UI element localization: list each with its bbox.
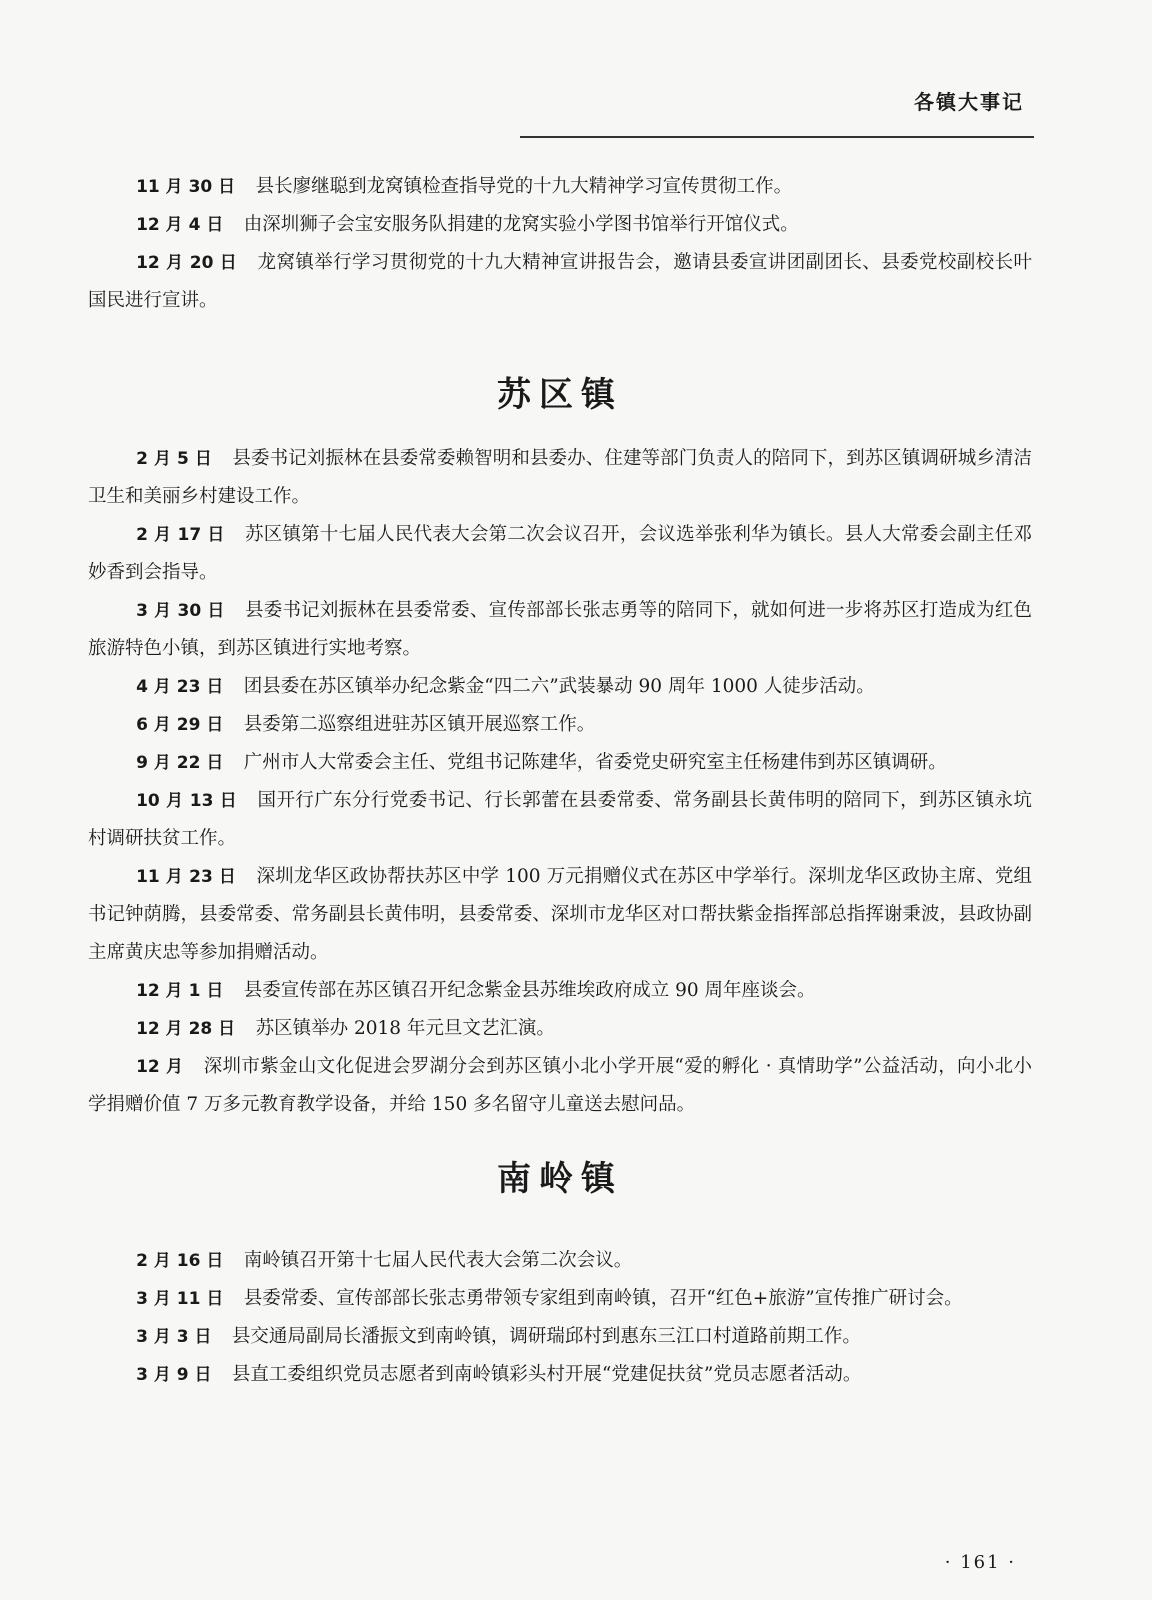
section-title-nanling: 南岭镇 xyxy=(497,1159,623,1199)
entry-date: 3 月 3 日 xyxy=(136,1327,212,1347)
entry xyxy=(88,744,1032,782)
entry-text: 团县委在苏区镇举办纪念紫金“四二六”武装暴动 90 周年 1000 人徒步活动。 xyxy=(243,676,875,697)
entry-date: 4 月 23 日 xyxy=(136,677,224,697)
entry xyxy=(88,1048,1032,1124)
section-spacer xyxy=(88,1224,1032,1242)
entry-date: 11 月 23 日 xyxy=(136,867,237,887)
entry xyxy=(88,706,1032,744)
entry-date: 3 月 11 日 xyxy=(136,1289,224,1309)
entry-text: 县长廖继聪到龙窝镇检查指导党的十九大精神学习宣传贯彻工作。 xyxy=(255,176,793,197)
entry-text: 国开行广东分行党委书记、行长郭蕾在县委常委、常务副县长黄伟明的陪同下，到苏区镇永坑村调研扶贫工作。 xyxy=(88,790,1032,849)
entry-date: 3 月 9 日 xyxy=(136,1365,212,1385)
entry-text: 县直工委组织党员志愿者到南岭镇彩头村开展“党建促扶贫”党员志愿者活动。 xyxy=(231,1364,862,1385)
page-content xyxy=(88,168,1032,1394)
page-number: · 161 · xyxy=(944,1552,1016,1573)
entry xyxy=(88,1010,1032,1048)
entry-text: 深圳市紫金山文化促进会罗湖分会到苏区镇小北小学开展“爱的孵化 · 真情助学”公益活动，向小北小学捐赠价值 7 万多元教育教学设备，并给 150 多名留守儿童送去慰问品。 xyxy=(88,1056,1033,1115)
entry-text: 县委常委、宣传部部长张志勇带领专家组到南岭镇，召开“红色+旅游”宣传推广研讨会。 xyxy=(243,1288,963,1309)
entry xyxy=(88,1318,1032,1356)
entry-text: 县委书记刘振林在县委常委赖智明和县委办、住建等部门负责人的陪同下，到苏区镇调研城乡清洁卫生和美丽乡村建设工作。 xyxy=(88,448,1032,507)
entry-text: 南岭镇召开第十七届人民代表大会第二次会议。 xyxy=(243,1250,633,1271)
header-rule xyxy=(520,136,1034,138)
entry-text: 苏区镇举办 2018 年元旦文艺汇演。 xyxy=(255,1018,555,1039)
entry-text: 龙窝镇举行学习贯彻党的十九大精神宣讲报告会，邀请县委宣讲团副团长、县委党校副校长叶国民进行宣讲。 xyxy=(88,252,1032,311)
entry-date: 2 月 17 日 xyxy=(136,525,225,545)
entry-date: 12 月 1 日 xyxy=(136,981,224,1001)
entry xyxy=(88,972,1032,1010)
entry-date: 9 月 22 日 xyxy=(136,753,224,773)
entry-text: 由深圳狮子会宝安服务队捐建的龙窝实验小学图书馆举行开馆仪式。 xyxy=(243,214,799,235)
section-title-suqu: 苏区镇 xyxy=(497,375,623,415)
entry xyxy=(88,1242,1032,1280)
entry xyxy=(88,1356,1032,1394)
entry xyxy=(88,592,1032,668)
entry-date: 10 月 13 日 xyxy=(136,791,238,811)
running-header: 各镇大事记 xyxy=(914,90,1024,114)
entry-date: 2 月 5 日 xyxy=(136,449,212,469)
entry-text: 深圳龙华区政协帮扶苏区中学 100 万元捐赠仪式在苏区中学举行。深圳龙华区政协主席、党组书记钟荫腾，县委常委、常务副县长黄伟明，县委常委、深圳市龙华区对口帮扶紫金指挥部总指挥谢秉波，县政协副主席黄庆忠等参加捐赠活动。 xyxy=(88,866,1032,963)
entry-text: 县委第二巡察组进驻苏区镇开展巡察工作。 xyxy=(243,714,596,735)
entry-text: 苏区镇第十七届人民代表大会第二次会议召开，会议选举张利华为镇长。县人大常委会副主任邓妙香到会指导。 xyxy=(88,524,1032,583)
entry-date: 11 月 30 日 xyxy=(136,177,236,197)
entry-date: 2 月 16 日 xyxy=(136,1251,224,1271)
entry xyxy=(88,668,1032,706)
entry xyxy=(88,782,1032,858)
entry xyxy=(88,168,1032,206)
entry-text: 广州市人大常委会主任、党组书记陈建华，省委党史研究室主任杨建伟到苏区镇调研。 xyxy=(243,752,947,773)
entry xyxy=(88,858,1032,972)
entry-date: 6 月 29 日 xyxy=(136,715,224,735)
entry-date: 12 月 xyxy=(136,1057,184,1077)
entry xyxy=(88,440,1032,516)
entry-date: 12 月 28 日 xyxy=(136,1019,236,1039)
entry xyxy=(88,1280,1032,1318)
entry-text: 县委书记刘振林在县委常委、宣传部部长张志勇等的陪同下，就如何进一步将苏区打造成为红色旅游特色小镇，到苏区镇进行实地考察。 xyxy=(88,600,1032,659)
entry xyxy=(88,244,1032,320)
entry-date: 12 月 20 日 xyxy=(136,253,238,273)
entry-date: 3 月 30 日 xyxy=(136,601,225,621)
entry xyxy=(88,206,1032,244)
entry-date: 12 月 4 日 xyxy=(136,215,224,235)
entry xyxy=(88,516,1032,592)
entry-text: 县委宣传部在苏区镇召开纪念紫金县苏维埃政府成立 90 周年座谈会。 xyxy=(243,980,816,1001)
entry-text: 县交通局副局长潘振文到南岭镇，调研瑞邱村到惠东三江口村道路前期工作。 xyxy=(231,1326,861,1347)
